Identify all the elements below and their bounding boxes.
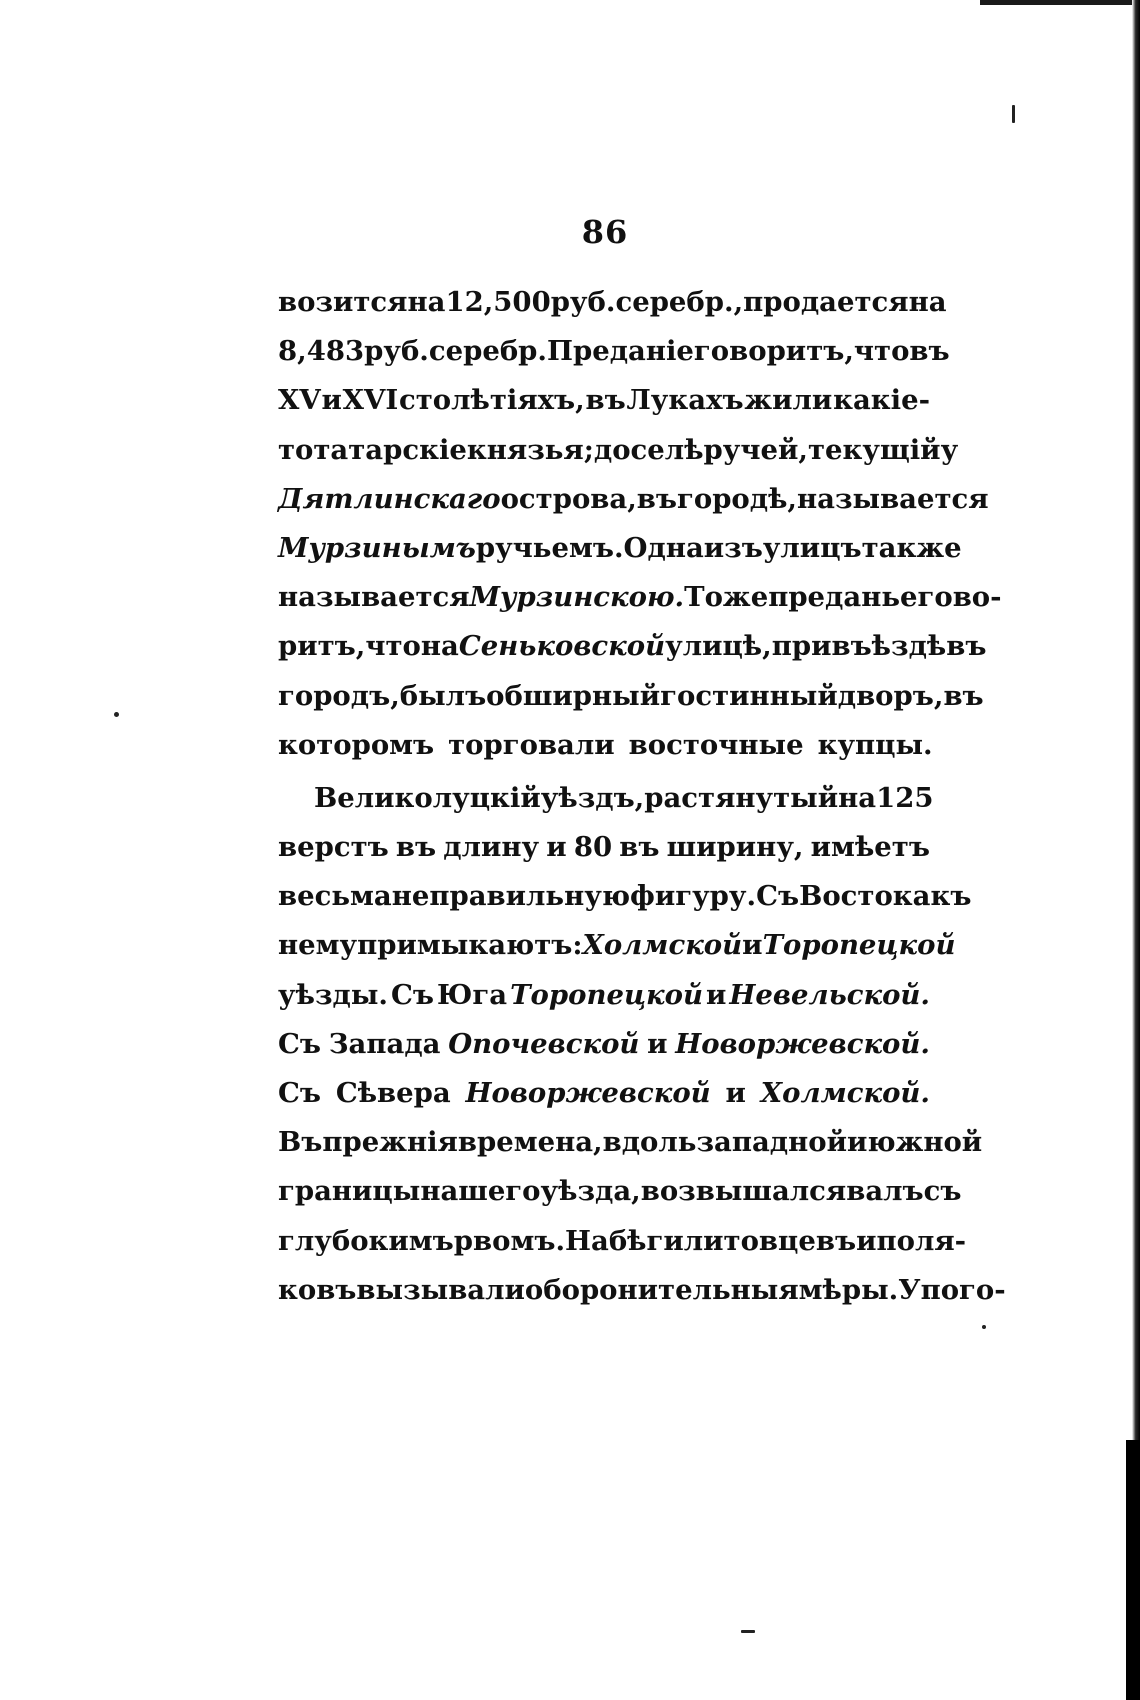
text-line xyxy=(278,672,984,721)
word: уѣзда, xyxy=(540,1175,641,1208)
word: которомъ xyxy=(278,728,435,761)
word: ритъ, xyxy=(278,630,366,663)
word: улицѣ, xyxy=(665,630,772,663)
word: пого- xyxy=(920,1273,1006,1306)
word: границы xyxy=(278,1175,421,1208)
word: текущій xyxy=(807,433,941,466)
italic-word: Опочевской xyxy=(448,1027,640,1060)
word: къ xyxy=(930,880,972,913)
italic-word: Невельской. xyxy=(729,978,930,1011)
word: городѣ, xyxy=(677,482,798,515)
word: Съ xyxy=(390,978,434,1011)
scan-speck xyxy=(114,712,119,717)
word: нему xyxy=(278,929,358,962)
word: серебр. xyxy=(428,335,547,368)
text-line xyxy=(278,475,989,524)
italic-word: Холмской. xyxy=(760,1077,930,1109)
word: при xyxy=(771,630,832,663)
word: возвышался xyxy=(640,1175,847,1208)
word: Съ xyxy=(756,880,800,913)
word: вызывали xyxy=(356,1273,525,1306)
italic-word: Торопецкой xyxy=(762,929,956,962)
word: южной xyxy=(867,1126,983,1159)
text-line xyxy=(278,774,934,823)
scan-speck xyxy=(741,1630,755,1633)
word: 80 xyxy=(573,831,613,864)
italic-word: Мурзинымъ xyxy=(278,531,476,564)
word: на xyxy=(420,630,459,663)
word: у xyxy=(940,433,959,466)
word: какіе- xyxy=(833,384,930,417)
word: и xyxy=(706,978,727,1011)
word: въ xyxy=(619,831,660,864)
paragraph xyxy=(278,774,1006,1315)
word: Лукахъ xyxy=(626,384,744,417)
page-number: 86 xyxy=(581,213,629,251)
word: доселѣ xyxy=(593,433,704,466)
word: примыкаютъ: xyxy=(357,929,583,962)
word: Сѣвера xyxy=(335,1077,451,1109)
word: купцы. xyxy=(817,728,933,761)
word: въ xyxy=(943,679,984,712)
word: ширину, xyxy=(666,831,804,864)
word: оборонительныя xyxy=(524,1273,799,1306)
text-line xyxy=(278,622,987,671)
text-line xyxy=(278,971,930,1020)
word: уѣзды. xyxy=(278,978,388,1011)
word: въ xyxy=(395,831,437,864)
text-line xyxy=(278,1069,930,1118)
word: также xyxy=(861,531,962,564)
scan-edge-top xyxy=(980,0,1140,5)
word: XV xyxy=(278,384,321,417)
word: рвомъ. xyxy=(453,1224,566,1257)
word: называется xyxy=(278,581,470,614)
word: преданье xyxy=(768,581,918,614)
italic-word: Торопецкой xyxy=(510,978,703,1011)
scan-edge-bottom-right xyxy=(1126,1440,1140,1700)
text-line xyxy=(278,1167,962,1216)
word: и xyxy=(321,384,342,417)
word: мѣры. xyxy=(798,1273,899,1306)
word: длину xyxy=(443,831,540,864)
text-line xyxy=(278,1118,983,1167)
scan-speck xyxy=(1012,105,1015,123)
word: Съ xyxy=(278,1027,321,1060)
word: 12,500 xyxy=(445,286,551,318)
word: что xyxy=(365,630,421,663)
text-line xyxy=(278,524,962,573)
word: возится xyxy=(278,286,408,318)
word: уѣздъ, xyxy=(540,781,645,814)
word: острова, xyxy=(500,482,637,515)
italic-word: Сеньковской xyxy=(458,630,666,663)
word: вдоль xyxy=(602,1126,697,1159)
word: столѣтіяхъ, xyxy=(398,384,585,417)
word: 125 xyxy=(876,781,934,814)
word: поля- xyxy=(876,1224,967,1257)
word: Одна xyxy=(623,531,704,564)
word: изъ xyxy=(703,531,763,564)
text-line xyxy=(278,872,972,921)
word: серебр., xyxy=(615,286,744,318)
word: XVI xyxy=(342,384,399,417)
word: Юга xyxy=(436,978,508,1011)
word: въѣздѣ xyxy=(831,630,947,663)
word: валъ xyxy=(846,1175,924,1208)
word: торговали xyxy=(448,728,615,761)
word: съ xyxy=(923,1175,962,1208)
word: времена, xyxy=(457,1126,603,1159)
word: былъ xyxy=(399,679,487,712)
word: глубокимъ xyxy=(278,1224,454,1257)
body-text xyxy=(278,278,1006,1315)
word: ручьемъ. xyxy=(475,531,624,564)
word: восточные xyxy=(628,728,804,761)
word: Съ xyxy=(278,1077,321,1109)
word: дворъ, xyxy=(837,679,944,712)
word: нашего xyxy=(420,1175,541,1208)
text-line xyxy=(278,1020,930,1069)
italic-word: Холмской xyxy=(582,929,743,962)
italic-word: Новоржевской xyxy=(465,1077,711,1109)
word: Востока xyxy=(799,880,931,913)
word: городъ, xyxy=(278,679,400,712)
text-line xyxy=(278,573,1002,622)
word: руб. xyxy=(364,335,429,368)
word: Преданіе xyxy=(547,335,694,368)
text-line xyxy=(278,278,947,327)
word: въ xyxy=(636,482,677,515)
word: то xyxy=(278,433,314,466)
word: и xyxy=(546,831,567,864)
word: Тоже xyxy=(684,581,769,614)
word: татарскіе xyxy=(313,433,467,466)
word: литовцевъ xyxy=(683,1224,857,1257)
word: и xyxy=(846,1126,868,1159)
word: и xyxy=(856,1224,877,1257)
word: называется xyxy=(797,482,989,515)
word: на xyxy=(908,286,947,318)
word: и xyxy=(647,1027,668,1060)
text-line xyxy=(278,1266,1006,1315)
text-line xyxy=(278,376,930,425)
word: и xyxy=(742,929,763,962)
word: Великолуцкій xyxy=(314,781,541,814)
word: руб. xyxy=(550,286,616,318)
word: весьма xyxy=(278,880,392,913)
word: верстъ xyxy=(278,831,389,864)
word: фигуру. xyxy=(630,880,757,913)
word: Въ xyxy=(278,1126,323,1159)
word: улицъ xyxy=(762,531,862,564)
word: гово- xyxy=(917,581,1002,614)
word: растянутый xyxy=(644,781,839,814)
text-line xyxy=(278,327,950,376)
italic-word: Мурзинскою. xyxy=(469,581,685,614)
text-line xyxy=(278,721,933,770)
word: имѣетъ xyxy=(810,831,930,864)
text-line xyxy=(278,921,956,970)
word: неправильную xyxy=(391,880,631,913)
word: жили xyxy=(744,384,833,417)
word: 8,483 xyxy=(278,335,365,368)
word: говоритъ, xyxy=(693,335,854,368)
text-line xyxy=(278,823,930,872)
word: что xyxy=(853,335,910,368)
word: ковъ xyxy=(278,1273,357,1306)
word: ручей, xyxy=(703,433,808,466)
word: въ xyxy=(909,335,950,368)
text-line xyxy=(278,426,959,475)
word: продается xyxy=(743,286,909,318)
word: въ xyxy=(946,630,987,663)
word: и xyxy=(725,1077,746,1109)
word: на xyxy=(838,781,877,814)
word: гостинный xyxy=(660,679,838,712)
word: Запада xyxy=(328,1027,441,1060)
word: прежнія xyxy=(322,1126,458,1159)
word: обширный xyxy=(486,679,661,712)
word: У xyxy=(898,1273,921,1306)
paragraph xyxy=(278,278,1002,770)
word: Набѣги xyxy=(565,1224,684,1257)
word: въ xyxy=(585,384,626,417)
word: западной xyxy=(696,1126,847,1159)
italic-word: Новоржевской. xyxy=(675,1027,930,1060)
word: на xyxy=(407,286,446,318)
word: князья; xyxy=(466,433,594,466)
italic-word: Дятлинскаго xyxy=(278,482,501,515)
scan-speck xyxy=(982,1325,986,1329)
text-line xyxy=(278,1217,967,1266)
